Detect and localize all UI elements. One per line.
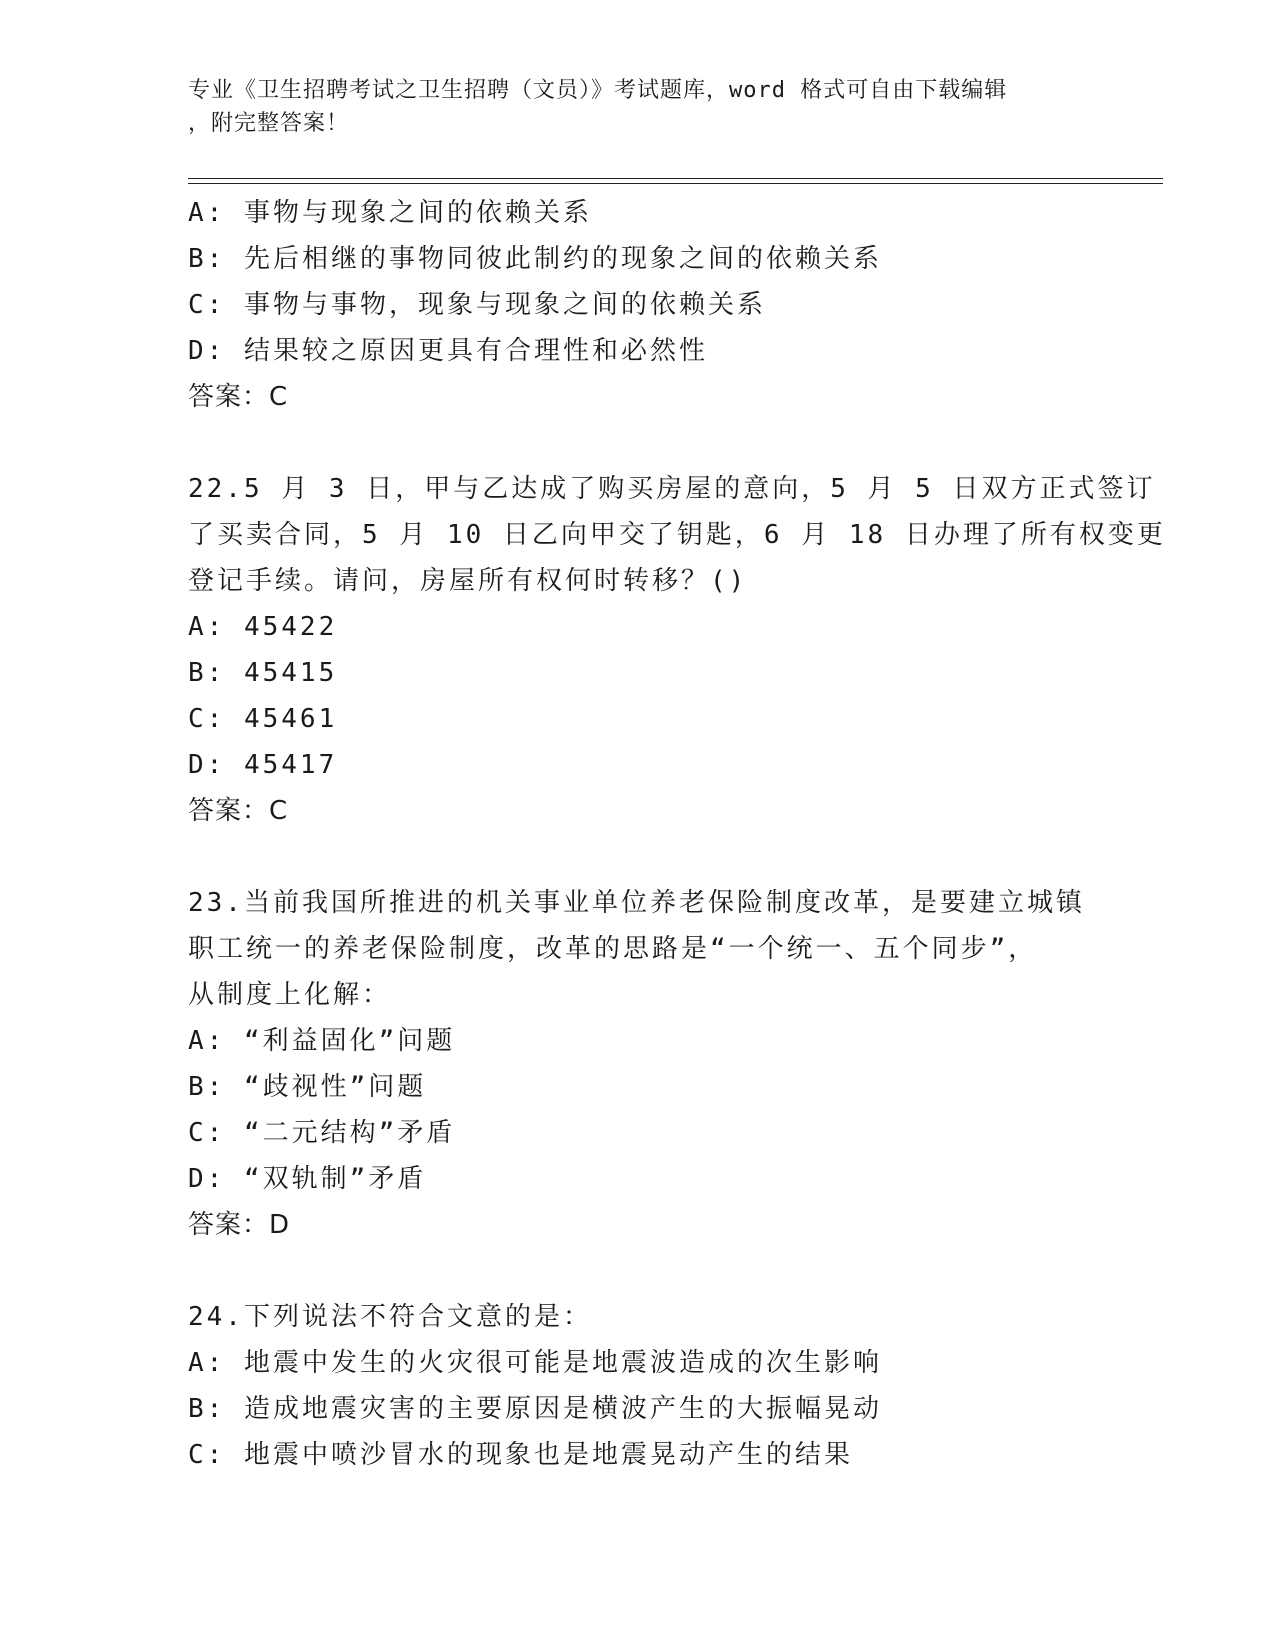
option-b: B: “歧视性”问题 — [188, 1072, 427, 1102]
option-d: D: 45417 — [188, 750, 338, 780]
option-a: A: 45422 — [188, 612, 338, 642]
document-header — [188, 74, 1068, 140]
question-text-line: 了买卖合同，5 月 10 日乙向甲交了钥匙，6 月 18 日办理了所有权变更 — [188, 520, 1166, 550]
option-b: B: 造成地震灾害的主要原因是横波产生的大振幅晃动 — [188, 1394, 882, 1424]
header-line-2: ，附完整答案！ — [188, 111, 350, 136]
answer-line: 答案：C — [188, 796, 289, 826]
question-21-continued — [188, 190, 1088, 420]
header-line-1: 专业《卫生招聘考试之卫生招聘（文员）》考试题库，word 格式可自由下载编辑 — [188, 78, 1008, 103]
header-divider-top — [188, 178, 1163, 179]
option-c: C: 45461 — [188, 704, 338, 734]
question-text-line: 22.5 月 3 日，甲与乙达成了购买房屋的意向，5 月 5 日双方正式签订 — [188, 474, 1156, 504]
option-a: A: “利益固化”问题 — [188, 1026, 456, 1056]
question-text — [188, 466, 1166, 604]
question-text — [188, 880, 1088, 1018]
option-b: B: 先后相继的事物同彼此制约的现象之间的依赖关系 — [188, 244, 882, 274]
question-text-line: 登记手续。请问，房屋所有权何时转移？() — [188, 566, 748, 596]
option-c: C: 事物与事物，现象与现象之间的依赖关系 — [188, 290, 766, 320]
question-text — [188, 1294, 1088, 1340]
spacer — [188, 1248, 1088, 1294]
header-divider-bottom — [188, 183, 1163, 184]
document-body — [188, 190, 1166, 1478]
option-a: A: 地震中发生的火灾很可能是地震波造成的次生影响 — [188, 1348, 882, 1378]
option-b: B: 45415 — [188, 658, 338, 688]
question-text-line: 职工统一的养老保险制度，改革的思路是“一个统一、五个同步”， — [188, 934, 1038, 964]
option-c: C: 地震中喷沙冒水的现象也是地震晃动产生的结果 — [188, 1440, 853, 1470]
option-c: C: “二元结构”矛盾 — [188, 1118, 456, 1148]
answer-line: 答案：D — [188, 1210, 291, 1240]
option-d: D: “双轨制”矛盾 — [188, 1164, 427, 1194]
question-24 — [188, 1294, 1088, 1478]
question-text-line: 从制度上化解： — [188, 980, 392, 1010]
spacer — [188, 834, 1088, 880]
question-text-line: 23.当前我国所推进的机关事业单位养老保险制度改革，是要建立城镇 — [188, 888, 1085, 918]
spacer — [188, 420, 1088, 466]
answer-line: 答案：C — [188, 382, 289, 412]
option-a: A: 事物与现象之间的依赖关系 — [188, 198, 592, 228]
question-text-line: 24.下列说法不符合文意的是： — [188, 1302, 592, 1332]
option-d: D: 结果较之原因更具有合理性和必然性 — [188, 336, 708, 366]
question-22 — [188, 466, 1166, 834]
question-23 — [188, 880, 1088, 1248]
